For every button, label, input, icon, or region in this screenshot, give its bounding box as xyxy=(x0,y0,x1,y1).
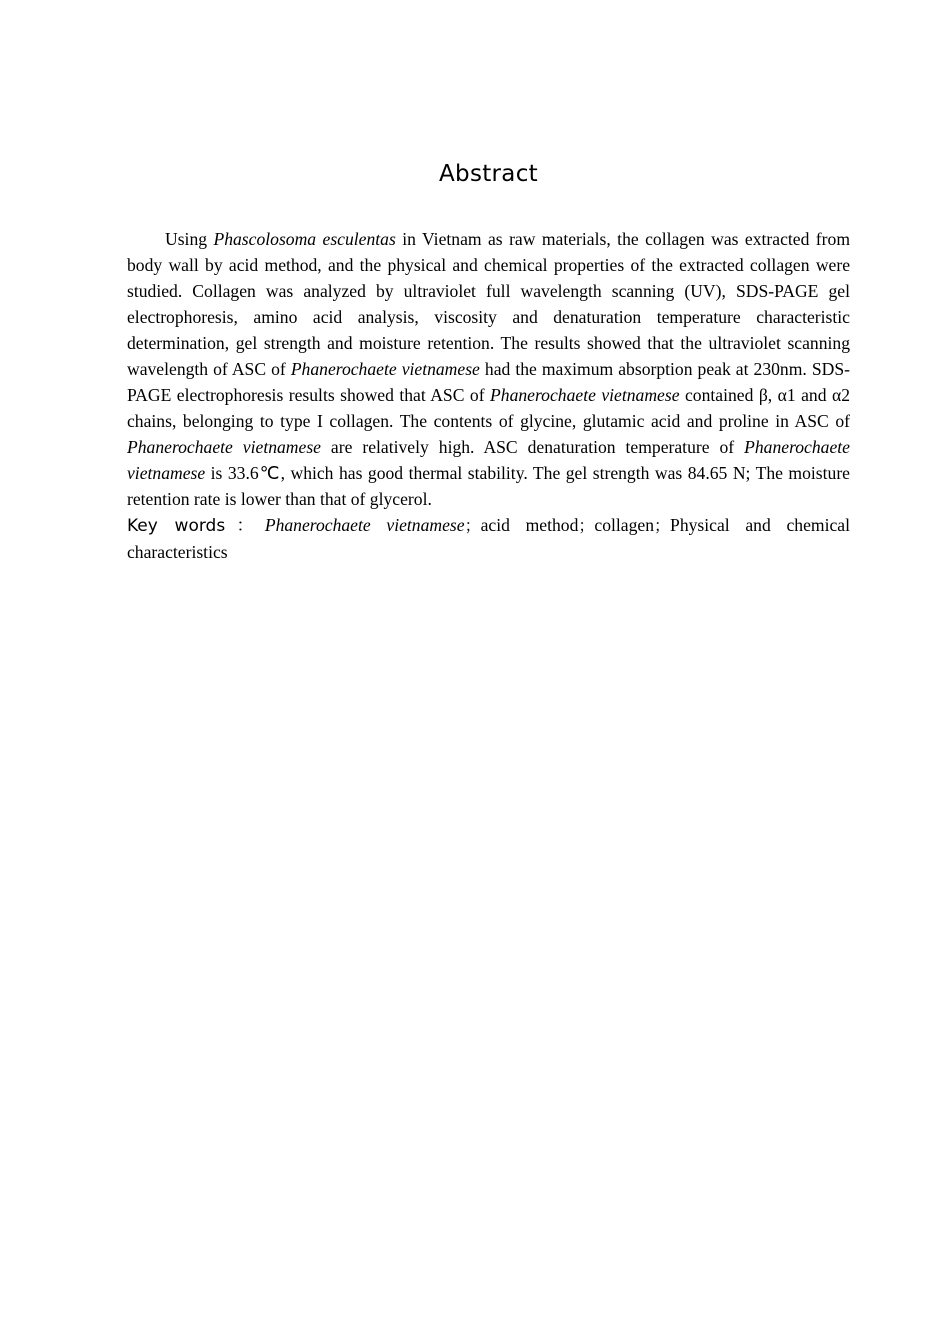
keyword-separator: ； xyxy=(654,516,671,535)
species-name: Phascolosoma esculentas xyxy=(213,229,396,249)
keyword-item: collagen xyxy=(594,515,655,535)
abstract-text-5: are relatively high. ASC denaturation temperature of xyxy=(320,437,745,457)
species-name: Phanerochaete vietnamese xyxy=(290,359,480,379)
abstract-paragraph xyxy=(127,226,850,512)
abstract-title: Abstract xyxy=(439,161,538,187)
keyword-item: Physical and chemical characteristics xyxy=(127,515,850,562)
abstract-text-3: had the maximum absorption peak at 230nm. SDS-PAGE electrophoresis results showed that ASC of xyxy=(127,359,850,405)
abstract-section xyxy=(127,226,850,565)
keyword-separator: ； xyxy=(464,516,481,535)
keywords-line xyxy=(127,512,850,565)
species-name: Phanerochaete vietnamese xyxy=(490,385,680,405)
abstract-text-6: is 33.6℃, which has good thermal stability. The gel strength was 84.65 N; The moisture retention rate is lower than that of glycerol. xyxy=(127,463,850,509)
abstract-text-2: in Vietnam as raw materials, the collagen was extracted from body wall by acid method, and the physical and chemical properties of the extracted collagen were studied. Collagen was analyzed by ultraviolet full wavelength scanning (UV), SDS-PAGE gel electrophoresis, amino acid analysis, viscosity and denaturation temperature characteristic determination, gel strength and moisture retention. The results showed that the ultraviolet scanning wavelength of ASC of xyxy=(127,229,850,379)
keywords-label: Key words： xyxy=(127,516,265,536)
keyword-item: acid method xyxy=(480,515,579,535)
species-name: Phanerochaete vietnamese xyxy=(127,437,321,457)
keyword-separator: ； xyxy=(578,516,595,535)
abstract-text-1: Using xyxy=(165,229,214,249)
species-name: Phanerochaete vietnamese xyxy=(127,437,850,483)
keyword-item: Phanerochaete vietnamese xyxy=(264,515,465,535)
abstract-text-4: contained β, α1 and α2 chains, belonging to type I collagen. The contents of glycine, glutamic acid and proline in ASC of xyxy=(127,385,850,431)
